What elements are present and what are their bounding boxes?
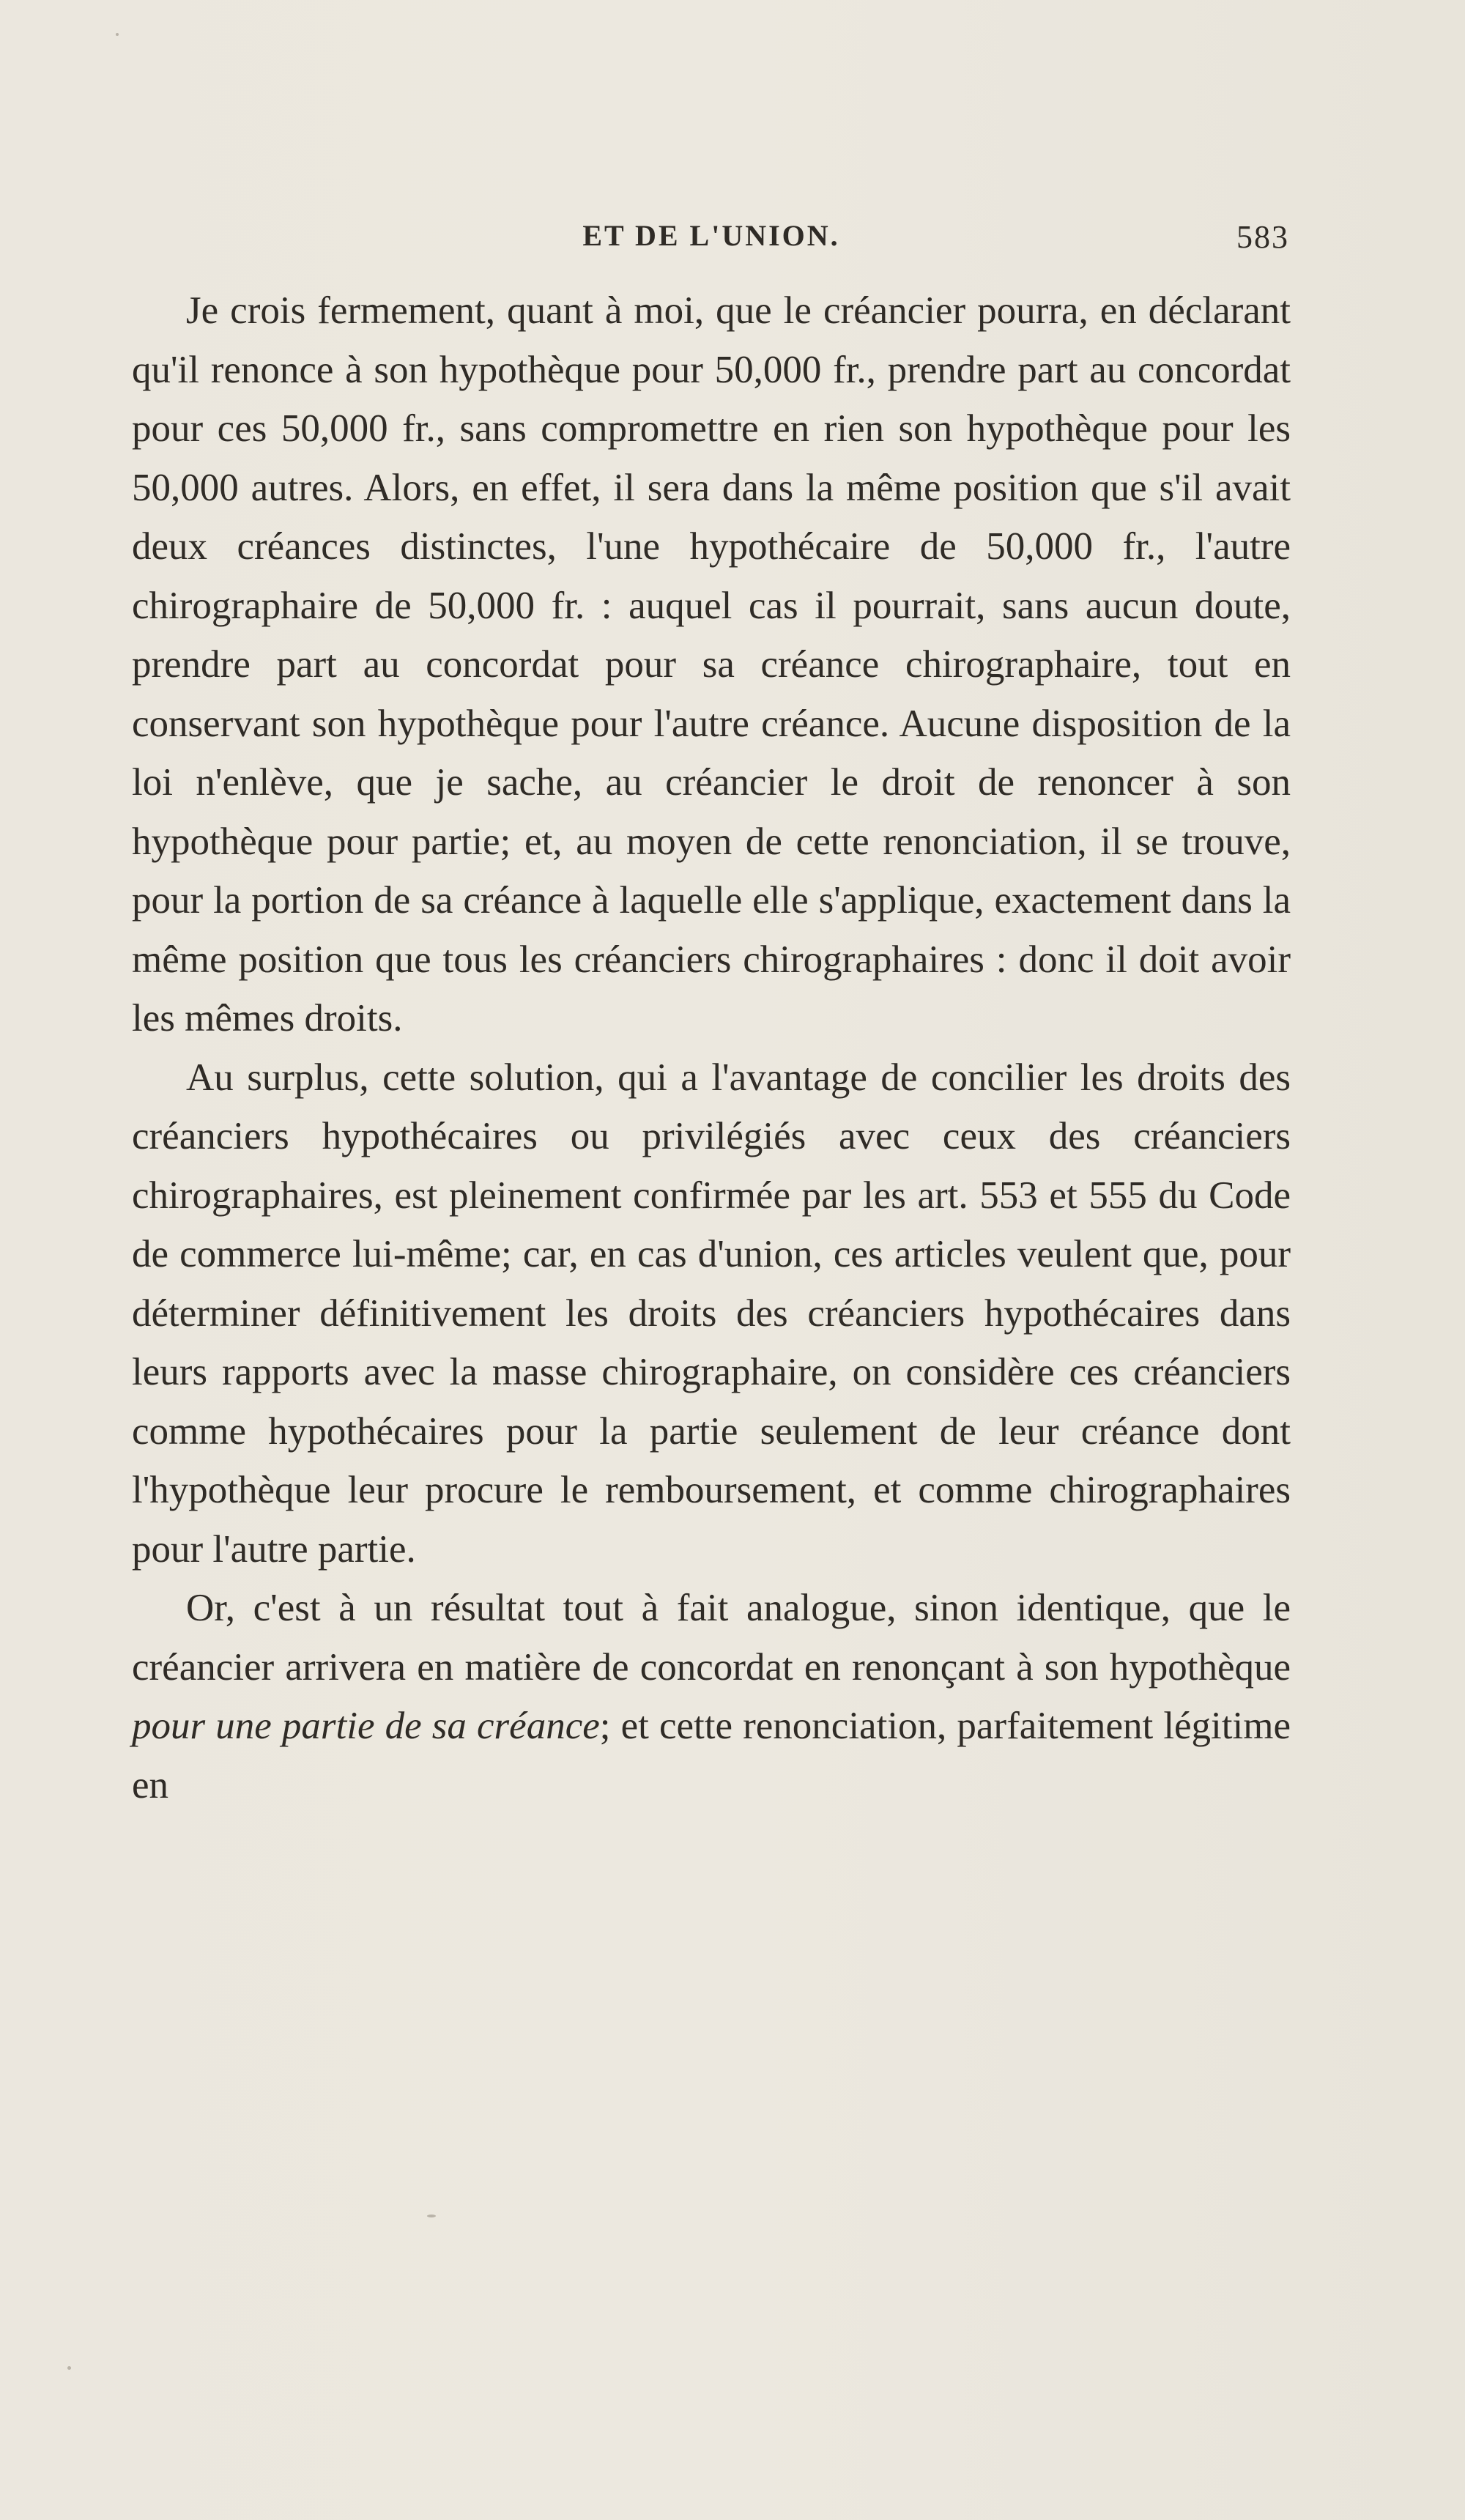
page-header	[132, 218, 1291, 262]
paragraph-3	[132, 1579, 1291, 1815]
paragraph-2: Au surplus, cette solution, qui a l'avantage de concilier les droits des créanciers hypothécaires ou privilégiés avec ceux des créanciers chirographaires, est pleinement confirmée par les art. 553 et 555 du Code de commerce lui-même; car, en cas d'union, ces articles veulent que, pour déterminer définitivement les droits des créanciers hypothécaires dans leurs rapports avec la masse chirographaire, on considère ces créanciers comme hypothécaires pour la partie seulement de leur créance dont l'hypothèque leur procure le remboursement, et comme chirographaires pour l'autre partie.	[132, 1056, 1291, 1571]
paragraph-1: Je crois fermement, quant à moi, que le créancier pourra, en déclarant qu'il renonce à son hypothèque pour 50,000 fr., prendre part au concordat pour ces 50,000 fr., sans compromettre en rien son hypothèque pour les 50,000 autres. Alors, en effet, il sera dans la même position que s'il avait deux créances distinctes, l'une hypothécaire de 50,000 fr., l'autre chirographaire de 50,000 fr. : auquel cas il pourrait, sans aucun doute, prendre part au concordat pour sa créance chirographaire, tout en conservant son hypothèque pour l'autre créance. Aucune disposition de la loi n'enlève, que je sache, au créancier le droit de renoncer à son hypothèque pour partie; et, au moyen de cette renonciation, il se trouve, pour la portion de sa créance à laquelle elle s'applique, exactement dans la même position que tous les créanciers chirographaires : donc il doit avoir les mêmes droits.	[132, 289, 1291, 1040]
page-number: 583	[1236, 219, 1289, 255]
body-text	[132, 281, 1291, 1815]
paper-speck	[67, 2366, 71, 2370]
paper-speck	[116, 33, 119, 36]
running-title: ET DE L'UNION.	[582, 219, 840, 252]
paragraph-3-italic-phrase: pour une partie de sa créance	[132, 1705, 600, 1747]
paper-speck	[427, 2215, 436, 2217]
paragraph-3-text-after: ; et cette renonciation, parfaitement légitime en	[132, 1705, 1291, 1806]
paragraph-3-text-before: Or, c'est à un résultat tout à fait analogue, sinon identique, que le créancier arrivera en matière de concordat en renonçant à son hypothèque	[132, 1587, 1291, 1689]
